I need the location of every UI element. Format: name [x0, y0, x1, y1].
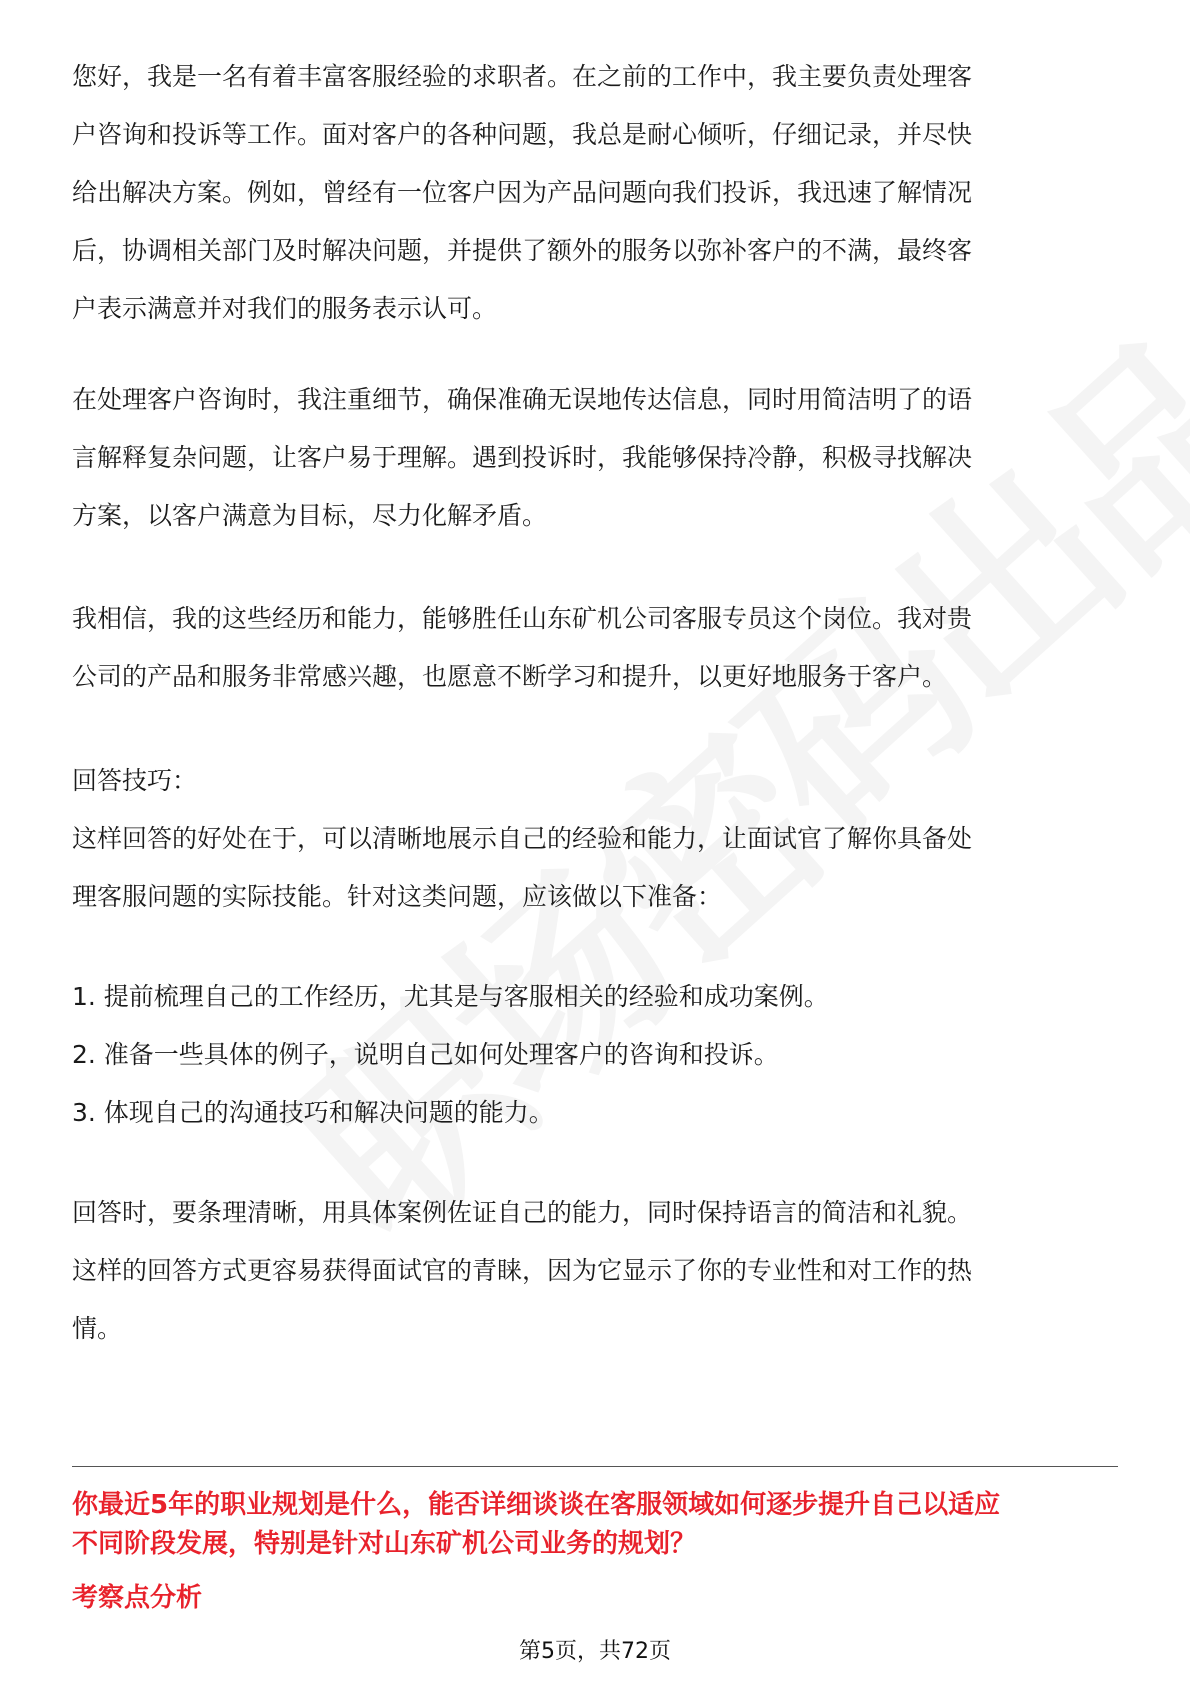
page-number-footer: 第5页，共72页	[519, 1639, 671, 1664]
text-line: 户表示满意并对我们的服务表示认可。	[72, 294, 498, 323]
interview-question	[72, 1486, 1132, 1564]
question-line: 你最近5年的职业规划是什么，能否详细谈谈在客服领域如何逐步提升自己以适应	[72, 1490, 1001, 1520]
text-line: 后，协调相关部门及时解决问题，并提供了额外的服务以弥补客户的不满，最终客	[72, 236, 973, 265]
answer-paragraph-2	[72, 371, 1118, 545]
answer-paragraph-3	[72, 590, 1118, 706]
question-line: 不同阶段发展，特别是针对山东矿机公司业务的规划？	[72, 1529, 697, 1559]
answer-paragraph-1	[72, 48, 1118, 338]
text-line: 理客服问题的实际技能。针对这类问题，应该做以下准备：	[72, 882, 723, 911]
list-item: 2. 准备一些具体的例子，说明自己如何处理客户的咨询和投诉。	[72, 1040, 779, 1069]
text-line: 方案，以客户满意为目标，尽力化解矛盾。	[72, 501, 548, 530]
closing-paragraph	[72, 1184, 1118, 1358]
tips-heading: 回答技巧：	[72, 766, 198, 795]
text-line: 这样回答的好处在于，可以清晰地展示自己的经验和能力，让面试官了解你具备处	[72, 824, 973, 853]
text-line: 言解释复杂问题，让客户易于理解。遇到投诉时，我能够保持冷静，积极寻找解决	[72, 443, 973, 472]
divider	[72, 1466, 1118, 1467]
section-heading: 考察点分析	[72, 1583, 203, 1613]
text-line: 户咨询和投诉等工作。面对客户的各种问题，我总是耐心倾听，仔细记录，并尽快	[72, 120, 973, 149]
text-line: 情。	[72, 1314, 123, 1343]
list-item: 3. 体现自己的沟通技巧和解决问题的能力。	[72, 1098, 554, 1127]
preparation-list	[72, 968, 1118, 1142]
text-line: 这样的回答方式更容易获得面试官的青睐，因为它显示了你的专业性和对工作的热	[72, 1256, 973, 1285]
text-line: 您好，我是一名有着丰富客服经验的求职者。在之前的工作中，我主要负责处理客	[72, 62, 973, 91]
text-line: 我相信，我的这些经历和能力，能够胜任山东矿机公司客服专员这个岗位。我对贵	[72, 604, 973, 633]
text-line: 公司的产品和服务非常感兴趣，也愿意不断学习和提升，以更好地服务于客户。	[72, 662, 948, 691]
text-line: 回答时，要条理清晰，用具体案例佐证自己的能力，同时保持语言的简洁和礼貌。	[72, 1198, 973, 1227]
text-line: 给出解决方案。例如，曾经有一位客户因为产品问题向我们投诉，我迅速了解情况	[72, 178, 973, 207]
list-item: 1. 提前梳理自己的工作经历，尤其是与客服相关的经验和成功案例。	[72, 982, 829, 1011]
text-line: 在处理客户咨询时，我注重细节，确保准确无误地传达信息，同时用简洁明了的语	[72, 385, 973, 414]
answer-tips-paragraph	[72, 752, 1118, 926]
